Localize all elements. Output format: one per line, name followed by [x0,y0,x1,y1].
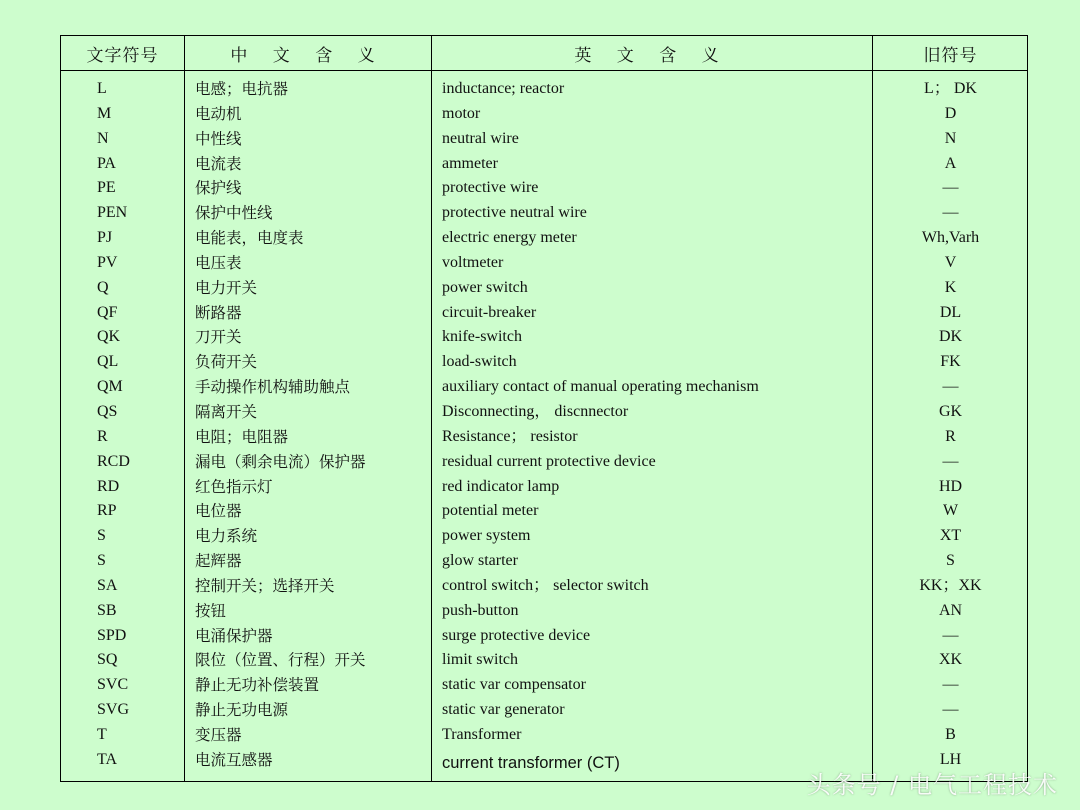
old-symbol-cell: — [942,204,959,222]
symbol-cell: RD [97,477,120,495]
table-row [61,450,1027,475]
table-row [61,325,1027,350]
symbol-cell: PE [97,179,116,197]
table-row [61,648,1027,673]
english-meaning-cell: limit switch [442,651,518,669]
chinese-meaning-cell: 保护线 [195,179,242,198]
chinese-meaning-cell: 电流表 [195,154,242,173]
symbol-cell: SVC [97,676,129,694]
table-row [61,102,1027,127]
english-meaning-cell: residual current protective device [442,452,656,470]
english-meaning-cell: static var compensator [442,676,586,694]
english-meaning-cell: potential meter [442,502,539,520]
old-symbol-cell: L； DK [924,80,977,97]
chinese-meaning-cell: 电动机 [195,104,242,123]
symbol-cell: PA [97,154,116,172]
chinese-meaning-cell: 电涌保护器 [195,626,273,645]
english-meaning-cell: neutral wire [442,129,519,147]
english-meaning-cell: protective wire [442,179,539,197]
table-row [61,127,1027,152]
symbol-cell: PV [97,253,118,271]
watermark: 头条号 / 电气工程技术 [806,771,1058,799]
symbol-cell: SVG [97,701,130,719]
table-body [61,77,1027,773]
table-row [61,524,1027,549]
old-symbol-cell: DL [939,303,962,321]
table-row [61,475,1027,500]
symbol-cell: QF [97,303,118,321]
english-meaning-cell: current transformer (CT) [442,753,620,772]
table-row [61,77,1027,102]
chinese-meaning-cell: 手动操作机构辅助触点 [195,378,351,397]
symbol-cell: N [97,129,109,147]
old-symbol-cell: XT [939,527,962,545]
english-meaning-cell: knife-switch [442,328,522,346]
old-symbol-cell: K [944,278,957,296]
chinese-meaning-cell: 电力开关 [195,278,258,297]
english-meaning-cell: inductance; reactor [442,80,565,97]
old-symbol-cell: GK [938,402,963,420]
table-row [61,176,1027,201]
chinese-meaning-cell: 中性线 [195,129,242,148]
symbol-cell: TA [97,750,118,768]
table-row [61,698,1027,723]
symbol-cell: SA [97,576,118,594]
table-row [61,549,1027,574]
chinese-meaning-cell: 变压器 [195,725,242,744]
old-symbol-cell: — [942,626,959,644]
table-row [61,624,1027,649]
old-symbol-cell: S [946,552,955,570]
symbol-cell: PEN [97,204,128,222]
old-symbol-cell: — [942,452,959,470]
english-meaning-cell: load-switch [442,353,517,371]
symbol-cell: M [97,104,112,122]
table-row [61,673,1027,698]
old-symbol-cell: B [945,725,956,743]
english-meaning-cell: push-button [442,601,519,619]
chinese-meaning-cell: 电压表 [195,253,242,272]
english-meaning-cell: motor [442,104,481,122]
header-old-symbol: 旧符号 [923,45,978,66]
english-meaning-cell: power system [442,527,531,545]
old-symbol-cell: DK [938,328,963,346]
old-symbol-cell: — [942,676,959,694]
english-meaning-cell: control switch； selector switch [442,576,649,594]
old-symbol-cell: — [942,179,959,197]
symbol-cell: PJ [97,229,113,247]
symbol-cell: SPD [97,626,127,644]
chinese-meaning-cell: 负荷开关 [195,353,258,372]
table-row [61,599,1027,624]
english-meaning-cell: ammeter [442,154,498,172]
table-row [61,425,1027,450]
english-meaning-cell: static var generator [442,701,565,719]
chinese-meaning-cell: 按钮 [195,601,227,620]
chinese-meaning-cell: 起辉器 [195,552,242,571]
chinese-meaning-cell: 控制开关；选择开关 [195,576,335,595]
old-symbol-cell: Wh,Varh [921,229,980,247]
header-chinese: 中 文 含 义 [230,45,385,66]
english-meaning-cell: protective neutral wire [442,204,587,222]
symbol-table [60,35,1028,782]
symbol-cell: S [97,552,106,570]
old-symbol-cell: LH [939,750,962,768]
old-symbol-cell: — [942,378,959,396]
english-meaning-cell: surge protective device [442,626,591,644]
english-meaning-cell: glow starter [442,552,518,570]
chinese-meaning-cell: 静止无功补偿装置 [195,676,320,695]
symbol-cell: L [97,80,107,97]
old-symbol-cell: KK；XK [919,576,982,594]
old-symbol-cell: V [944,253,957,271]
symbol-cell: QM [97,378,123,396]
old-symbol-cell: A [944,154,957,172]
table-row [61,723,1027,748]
chinese-meaning-cell: 保护中性线 [195,204,273,223]
symbol-cell: RCD [97,452,130,470]
english-meaning-cell: power switch [442,278,528,296]
table-row [61,201,1027,226]
chinese-meaning-cell: 电感；电抗器 [195,80,289,98]
chinese-meaning-cell: 电力系统 [195,527,258,546]
symbol-cell: S [97,527,106,545]
old-symbol-cell: — [942,701,959,719]
symbol-cell: RP [97,502,117,520]
table-row [61,301,1027,326]
old-symbol-cell: FK [940,353,961,371]
table-row [61,574,1027,599]
english-meaning-cell: Transformer [442,725,522,743]
table-row [61,226,1027,251]
table-row [61,350,1027,375]
symbol-cell: QL [97,353,119,371]
english-meaning-cell: circuit-breaker [442,303,537,321]
old-symbol-cell: AN [938,601,963,619]
old-symbol-cell: R [945,427,956,445]
symbol-cell: SB [97,601,117,619]
header-english: 英 文 含 义 [574,45,729,66]
chinese-meaning-cell: 电能表，电度表 [195,229,304,248]
header-code: 文字符号 [86,45,159,66]
chinese-meaning-cell: 静止无功电源 [195,701,289,720]
symbol-cell: T [97,725,107,743]
english-meaning-cell: Resistance； resistor [442,427,578,445]
table-row [61,152,1027,177]
symbol-cell: Q [97,278,109,296]
chinese-meaning-cell: 限位（位置、行程）开关 [195,651,366,670]
chinese-meaning-cell: 刀开关 [195,328,242,347]
table-row [61,251,1027,276]
english-meaning-cell: auxiliary contact of manual operating mechanism [442,378,759,396]
chinese-meaning-cell: 断路器 [195,303,242,322]
symbol-cell: SQ [97,651,118,669]
old-symbol-cell: N [944,129,957,147]
symbol-cell: QS [97,402,118,420]
chinese-meaning-cell: 电阻；电阻器 [195,427,289,446]
chinese-meaning-cell: 电流互感器 [195,750,273,769]
table-row [61,375,1027,400]
english-meaning-cell: voltmeter [442,253,504,271]
symbol-cell: R [97,427,108,445]
table-row [61,499,1027,524]
old-symbol-cell: W [942,502,959,520]
symbol-cell: QK [97,328,121,346]
chinese-meaning-cell: 电位器 [195,502,242,521]
chinese-meaning-cell: 红色指示灯 [195,477,273,496]
english-meaning-cell: red indicator lamp [442,477,560,495]
chinese-meaning-cell: 漏电（剩余电流）保护器 [195,452,366,471]
header-divider [61,70,1027,71]
old-symbol-cell: XK [938,651,963,669]
table-row [61,400,1027,425]
english-meaning-cell: electric energy meter [442,229,577,247]
table-row [61,276,1027,301]
old-symbol-cell: D [944,104,957,122]
chinese-meaning-cell: 隔离开关 [195,402,258,421]
english-meaning-cell: Disconnecting， discnnector [442,402,629,420]
old-symbol-cell: HD [938,477,963,495]
